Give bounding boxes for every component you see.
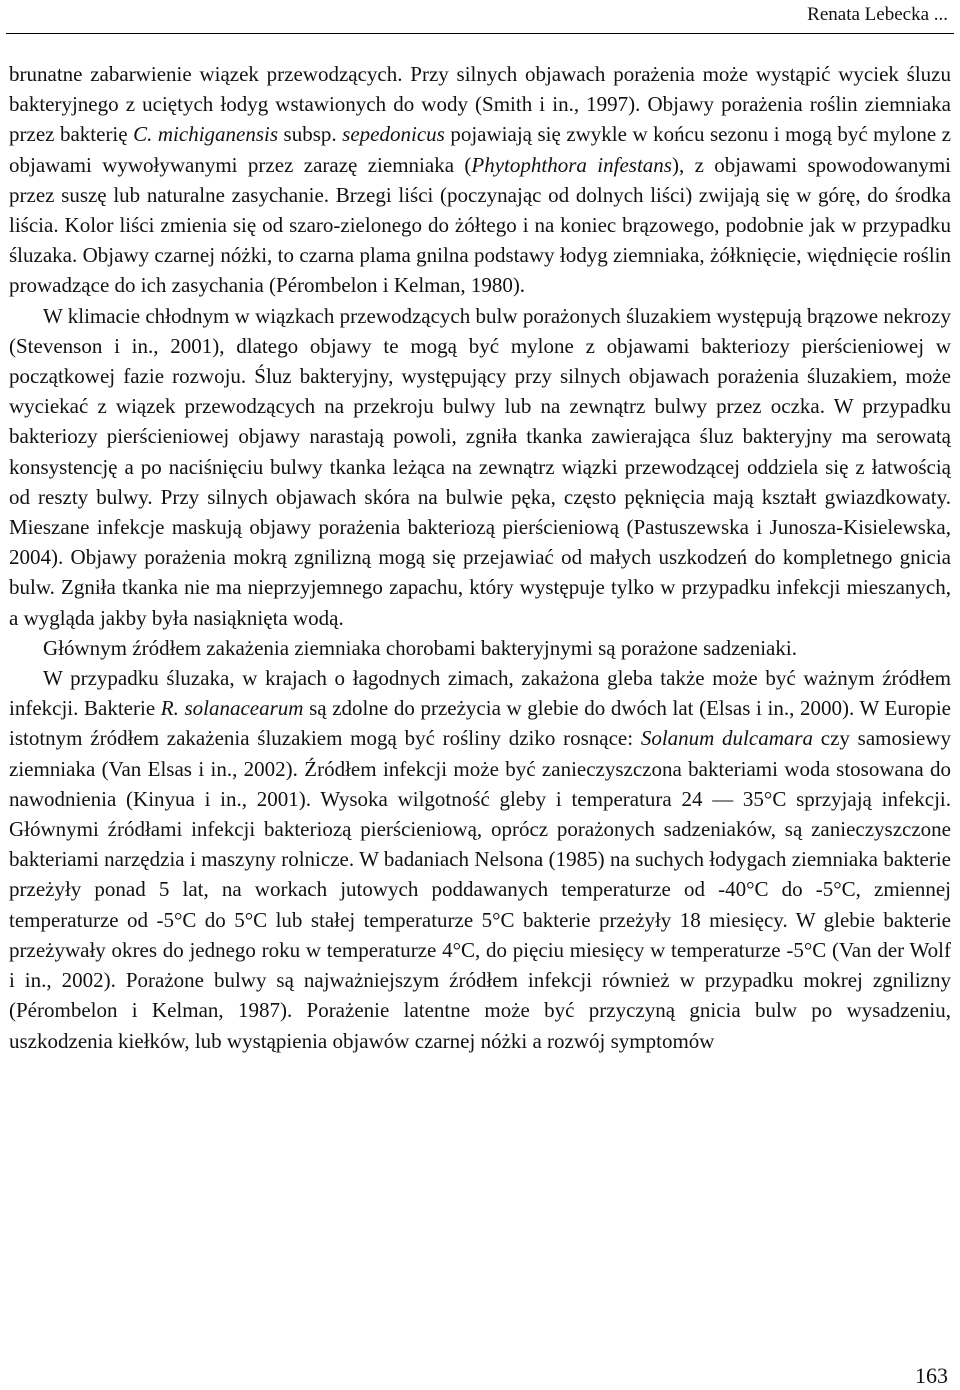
italic-term: Phytophthora infestans: [471, 152, 672, 177]
text-run: Głównym źródłem zakażenia ziemniaka chorobami bakteryjnymi są porażone sadzeniaki.: [43, 635, 797, 660]
text-run: W klimacie chłodnym w wiązkach przewodzących bulw porażonych śluzakiem występują brązowe nekrozy (Stevenson i in., 2001), dlatego objawy te mogą być mylone z objawami bakteriozy pierścieniowej w początkowej fazie rozwoju. Śluz bakteryjny, występujący przy silnych objawach porażenia śluzakiem, może wyciekać z wiązek przewodzących na przekroju bulwy lub na zewnątrz bulwy przez oczka. W przypadku bakteriozy pierścieniowej objawy narastają powoli, zgniła tkanka zawierająca śluz bakteryjny ma serowatą konsystencję a po naciśnięciu bulwy tkanka leżąca na zewnątrz wiązki przewodzącej oddziela się z łatwością od reszty bulwy. Przy silnych objawach skóra na bulwie pęka, często pęknięcia mają kształt gwiazdkowaty. Mieszane infekcje maskują objawy porażenia bakteriozą pierścieniową (Pastuszewska i Junosza-Kisielewska, 2004). Objawy porażenia mokrą zgnilizną mogą się przejawiać od małych uszkodzeń do kompletnego gnicia bulw. Zgniła tkanka nie ma nieprzyjemnego zapachu, który występuje tylko w przypadku infekcji mieszanych, a wygląda jakby była nasiąknięta wodą.: [9, 303, 951, 630]
italic-term: C. michiganensis: [133, 122, 279, 147]
paragraph: [9, 59, 951, 301]
paragraph: [9, 633, 951, 663]
text-run: są zdolne do przeżycia w glebie do dwóch lat (Elsas i in., 2000). W Europie istotnym źródłem zakażenia śluzakiem mogą być rośliny dziko rosnące:: [9, 696, 951, 751]
text-run: czy samosiewy ziemniaka (Van Elsas i in., 2002). Źródłem infekcji może być zanieczyszczona bakteriami woda stosowana do nawodnienia (Kinyua i in., 2001). Wysoka wilgotność gleby i temperatura 24 — 35°C sprzyjają infekcji. Głównymi źródłami infekcji bakteriozą pierścieniową, oprócz porażonych sadzeniaków, są zanieczyszczone bakteriami narzędzia i maszyny rolnicze. W badaniach Nelsona (1985) na suchych łodygach ziemniaka bakterie przeżyły ponad 5 lat, na workach jutowych poddawanych temperaturze od -40°C do -5°C, zmiennej temperaturze od -5°C do 5°C lub stałej temperaturze 5°C bakterie przeżyły 18 miesięcy. W glebie bakterie przeżywały okres do jednego roku w temperaturze 4°C, do pięciu miesięcy w temperaturze -5°C (Van der Wolf i in., 2002). Porażone bulwy są najważniejszym źródłem infekcji również w przypadku mokrej zgnilizny (Pérombelon i Kelman, 1987). Porażenie latentne może być przyczyną gnicia bulw po wysadzeniu, uszkodzenia kiełków, lub wystąpienia objawów czarnej nóżki a rozwój symptomów: [9, 726, 951, 1053]
text-run: subsp.: [278, 122, 343, 147]
paragraph: [9, 301, 951, 633]
page-number: 163: [915, 1363, 948, 1388]
running-header: Renata Lebecka ...: [807, 4, 948, 25]
text-run: brunatne zabarwienie wiązek przewodzących. Przy silnych objawach porażenia może wystąpić wyciek śluzu bakteryjnego z uciętych łodyg wstawionych do wody (Smith i in., 1997). Objawy porażenia roślin ziemniaka przez bakterię: [9, 62, 951, 147]
header-rule: [6, 33, 954, 34]
paragraph: [9, 663, 951, 1056]
body-text: [9, 59, 951, 1056]
text-run: pojawiają się zwykle w końcu sezonu i mogą być mylone z objawami wywoływanymi przez zarazę ziemniaka (: [9, 122, 951, 177]
text-run: W przypadku śluzaka, w krajach o łagodnych zimach, zakażona gleba także może być ważnym źródłem infekcji. Bakterie: [9, 666, 951, 721]
italic-term: sepedonicus: [342, 122, 445, 147]
text-run: ), z objawami spowodowanymi przez suszę lub naturalne zasychanie. Brzegi liści (poczynając od dolnych liści) zwijają się w górę, do środka liścia. Kolor liści zmienia się od szaro-zielonego do żółtego i na koniec brązowego, podobnie jak w przypadku śluzaka. Objawy czarnej nóżki, to czarna plama gnilna podstawy łodyg ziemniaka, żółknięcie, więdnięcie roślin prowadzące do ich zasychania (Pérombelon i Kelman, 1980).: [9, 152, 951, 298]
italic-term: R. solanacearum: [160, 696, 304, 721]
italic-term: Solanum dulcamara: [640, 726, 814, 751]
